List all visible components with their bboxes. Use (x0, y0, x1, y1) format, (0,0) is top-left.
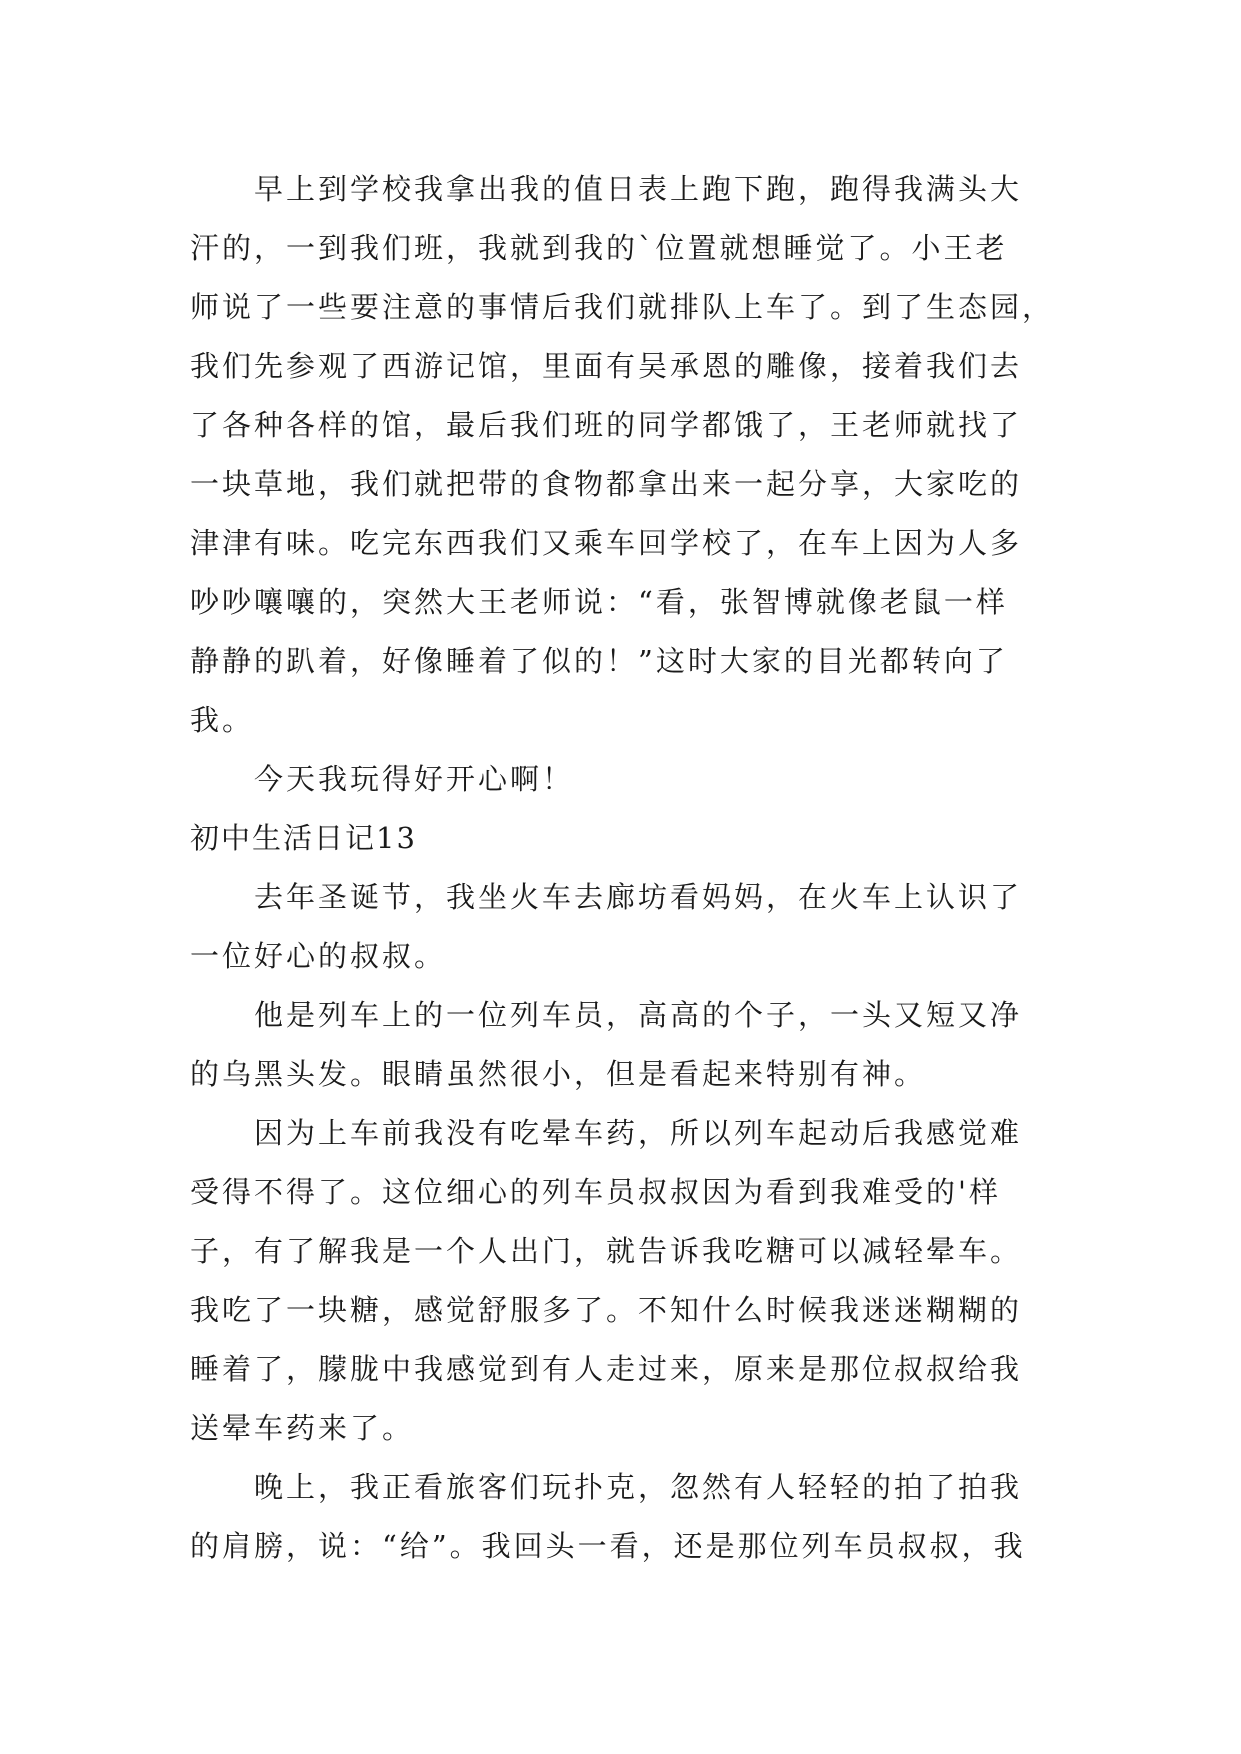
text-line: 一块草地，我们就把带的食物都拿出来一起分享，大家吃的 (190, 467, 1023, 501)
text-line: 晚上，我正看旅客们玩扑克，忽然有人轻轻的拍了拍我 (254, 1470, 1023, 1504)
text-line: 吵吵嚷嚷的，突然大王老师说：“看，张智博就像老鼠一样 (190, 585, 1008, 619)
text-line: 我们先参观了西游记馆，里面有吴承恩的雕像，接着我们去 (190, 349, 1023, 383)
text-line: 去年圣诞节，我坐火车去廊坊看妈妈，在火车上认识了 (254, 880, 1023, 914)
text-line: 因为上车前我没有吃晕车药，所以列车起动后我感觉难 (254, 1116, 1023, 1150)
text-line: 早上到学校我拿出我的值日表上跑下跑，跑得我满头大 (254, 172, 1023, 206)
text-line: 子，有了解我是一个人出门，就告诉我吃糖可以减轻晕车。 (190, 1234, 1023, 1268)
text-line: 他是列车上的一位列车员，高高的个子，一头又短又净 (254, 998, 1023, 1032)
section-heading: 初中生活日记13 (190, 821, 417, 855)
text-line: 一位好心的叔叔。 (190, 939, 447, 973)
text-line: 受得不得了。这位细心的列车员叔叔因为看到我难受的'样 (190, 1175, 1001, 1209)
text-line: 睡着了，朦胧中我感觉到有人走过来，原来是那位叔叔给我 (190, 1352, 1023, 1386)
text-line: 的乌黑头发。眼睛虽然很小，但是看起来特别有神。 (190, 1057, 927, 1091)
text-line: 送晕车药来了。 (190, 1411, 415, 1445)
text-line: 津津有味。吃完东西我们又乘车回学校了，在车上因为人多 (190, 526, 1023, 560)
text-line: 静静的趴着，好像睡着了似的！”这时大家的目光都转向了 (190, 644, 1008, 678)
text-line: 汗的，一到我们班，我就到我的`位置就想睡觉了。小王老 (190, 231, 1008, 265)
diary-text (190, 160, 1070, 1576)
text-line: 我。 (190, 703, 255, 737)
text-line: 了各种各样的馆，最后我们班的同学都饿了，王老师就找了 (190, 408, 1023, 442)
text-line: 的肩膀，说：“给”。我回头一看，还是那位列车员叔叔，我 (190, 1529, 1026, 1563)
text-line: 今天我玩得好开心啊！ (254, 762, 575, 796)
text-line: 师说了一些要注意的事情后我们就排队上车了。到了生态园， (190, 290, 1055, 324)
text-line: 我吃了一块糖，感觉舒服多了。不知什么时候我迷迷糊糊的 (190, 1293, 1023, 1327)
